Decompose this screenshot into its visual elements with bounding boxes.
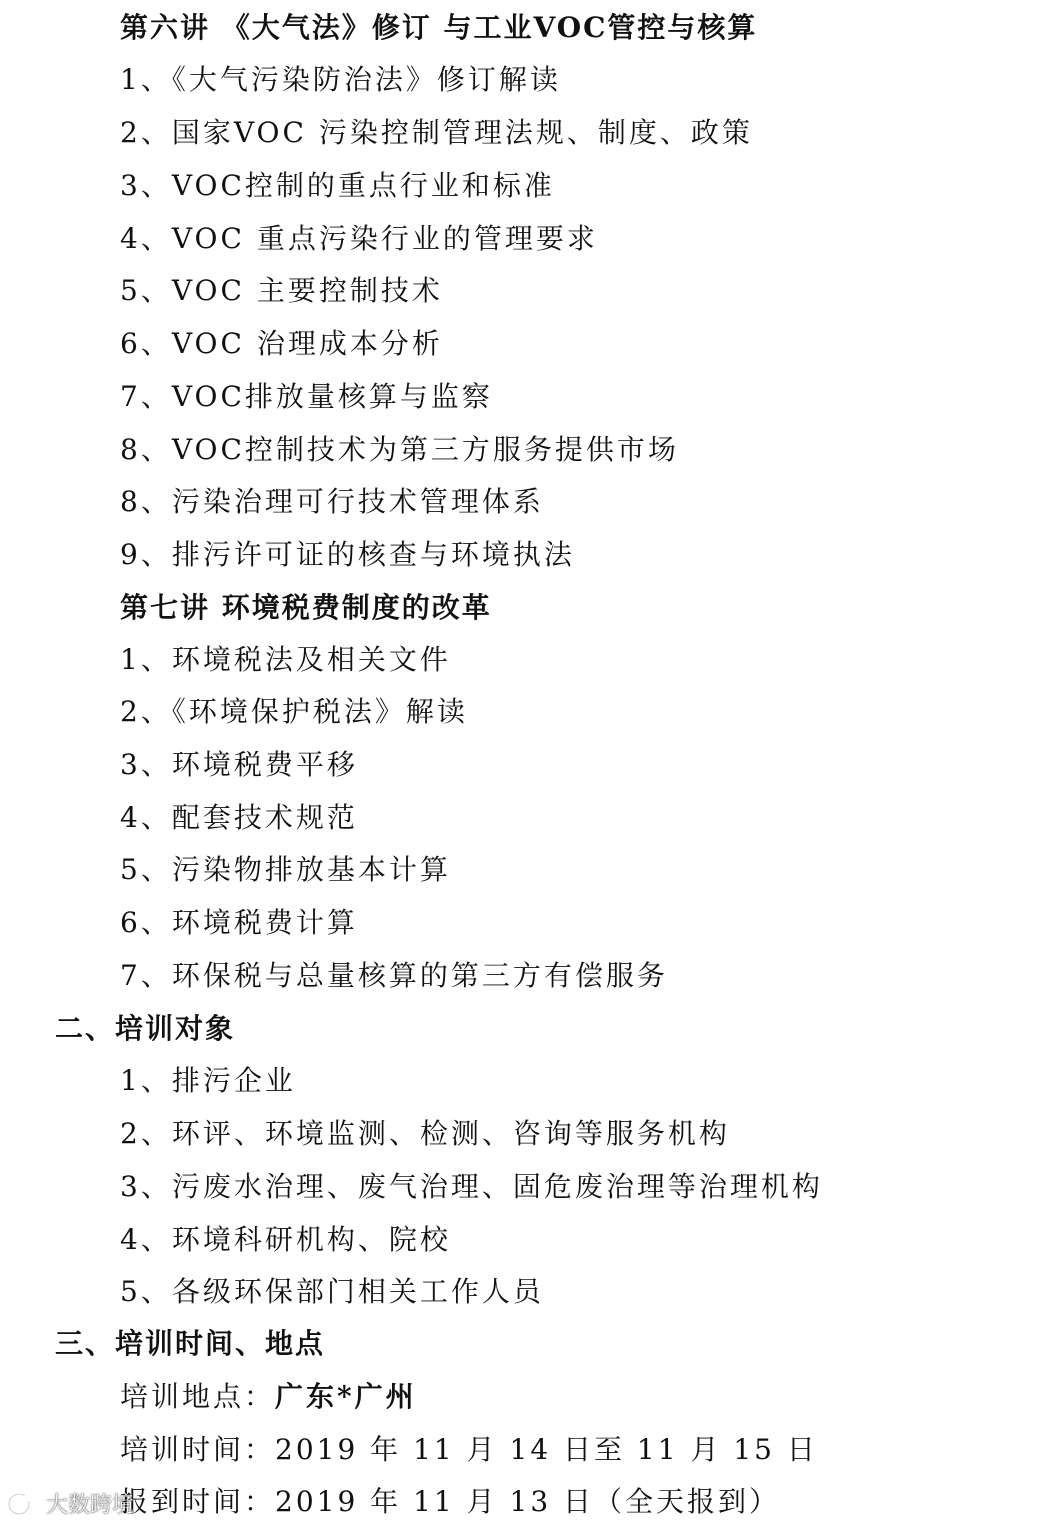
section2-item-5: 5、各级环保部门相关工作人员 <box>120 1275 544 1308</box>
lecture6-item-1: 1、《大气污染防治法》修订解读 <box>120 63 561 96</box>
section2-item-3: 3、污废水治理、废气治理、固危废治理等治理机构 <box>120 1170 823 1203</box>
watermark-logo-icon <box>6 1488 40 1518</box>
section3-title: 三、培训时间、地点 <box>55 1327 326 1360</box>
lecture7-item-3: 3、环境税费平移 <box>120 748 358 781</box>
checkin-time <box>120 1482 780 1522</box>
lecture6-item-8: 8、VOC控制技术为第三方服务提供市场 <box>120 433 679 466</box>
lecture6-item-5: 5、VOC 主要控制技术 <box>120 274 443 307</box>
training-location <box>120 1377 417 1417</box>
section2-title: 二、培训对象 <box>55 1012 236 1045</box>
training-location-label: 培训地点： <box>120 1380 276 1413</box>
training-location-value: 广东*广州 <box>275 1380 417 1413</box>
lecture7-item-2: 2、《环境保护税法》解读 <box>120 695 468 728</box>
lecture6-item-8b: 8、污染治理可行技术管理体系 <box>120 485 544 518</box>
checkin-time-value: 2019 年 11 月 13 日（全天报到） <box>275 1485 781 1518</box>
lecture6-item-3: 3、VOC控制的重点行业和标准 <box>120 169 555 202</box>
training-time-value: 2019 年 11 月 14 日至 11 月 15 日 <box>275 1433 818 1466</box>
section2-item-1: 1、排污企业 <box>120 1064 296 1097</box>
lecture7-item-1: 1、环境税法及相关文件 <box>120 643 451 676</box>
lecture6-item-7: 7、VOC排放量核算与监察 <box>120 380 493 413</box>
lecture7-item-6: 6、环境税费计算 <box>120 906 358 939</box>
lecture7-item-7: 7、环保税与总量核算的第三方有偿服务 <box>120 959 668 992</box>
lecture6-item-4: 4、VOC 重点污染行业的管理要求 <box>120 222 598 255</box>
section2-item-4: 4、环境科研机构、院校 <box>120 1223 451 1256</box>
lecture6-item-2: 2、国家VOC 污染控制管理法规、制度、政策 <box>120 116 753 149</box>
section2-item-2: 2、环评、环境监测、检测、咨询等服务机构 <box>120 1117 730 1150</box>
watermark <box>6 1486 134 1520</box>
lecture6-item-9: 9、排污许可证的核查与环境执法 <box>120 538 575 571</box>
checkin-time-label: 报到时间： <box>120 1485 276 1518</box>
lecture7-item-5: 5、污染物排放基本计算 <box>120 853 451 886</box>
lecture7-item-4: 4、配套技术规范 <box>120 801 358 834</box>
lecture6-item-6: 6、VOC 治理成本分析 <box>120 327 443 360</box>
watermark-text: 大数跨境 <box>46 1492 135 1518</box>
lecture6-title: 第六讲 《大气法》修订 与工业VOC管控与核算 <box>120 11 758 44</box>
training-time <box>120 1430 818 1470</box>
training-time-label: 培训时间： <box>120 1433 276 1466</box>
lecture7-title: 第七讲 环境税费制度的改革 <box>120 591 492 624</box>
